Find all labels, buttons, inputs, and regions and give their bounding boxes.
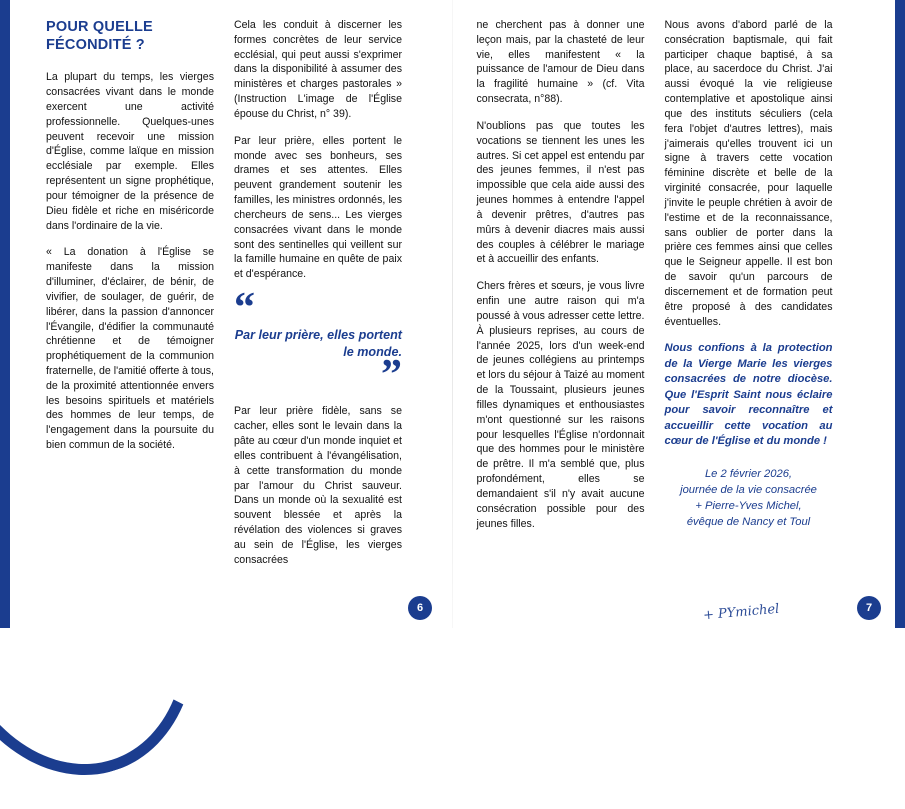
pull-quote-text: Par leur prière, elles portent le monde. bbox=[234, 327, 402, 361]
signature-line: + Pierre-Yves Michel, bbox=[665, 498, 833, 514]
book-spine-fold bbox=[452, 0, 453, 628]
paragraph: Par leur prière, elles portent le monde avec ses bonheurs, ses drames et ses attentes. Elles peuvent grandement soutenir les familles, les ministres ordonnés, les chercheurs de sens... Les vierges consacrées vivant dans le monde sont des sentinelles qui veillent sur la famille humaine en quête de paix et d'espérance. bbox=[234, 134, 402, 282]
paragraph: Nous avons d'abord parlé de la consécration baptismale, qui fait participer chaque baptisé, à sa place, au sacerdoce du Christ. J'ai aussi évoqué la vie religieuse contemplative et apostolique ainsi que des instituts séculiers (cela fera l'objet d'autres lettres), mais j'aimerais qu'elles trouvent ici un signe à travers cette vocation féminine discrète et belle de la virginité consacrée, pour laquelle j'invite le peuple chrétien à avoir de l'estime et de la reconnaissance, sans oublier de porter dans la prière ces femmes ainsi que celles que le Seigneur appelle. Il est bon de savoir qu'un parcours de discernement et de formation peut être proposé à des candidates éventuelles. bbox=[665, 18, 833, 329]
signature-line: Le 2 février 2026, bbox=[665, 466, 833, 482]
handwritten-signature: + PYmichel bbox=[702, 602, 779, 624]
left-column-2 bbox=[234, 18, 402, 580]
paragraph: Par leur prière fidèle, sans se cacher, elles sont le levain dans la pâte au cœur d'un monde inquiet et elles contribuent à l'évangélisation, à cette transformation du monde par l'amour du Christ sauveur. Dans un monde où la sexualité est souvent blessée et après la révélation des violences si graves au sein de l'Église, les vierges consacrées bbox=[234, 404, 402, 567]
paragraph: « La donation à l'Église se manifeste dans la mission d'illuminer, d'éclairer, de bénir, de vivifier, de soulager, de guérir, de libérer, dans la passion d'annoncer l'Évangile, d'édifier la communauté chrétienne et de témoigner prophétiquement de la communion fraternelle, de l'amitié offerte à tous, de la proximité attentionnée envers les besoins spirituels et matériels des hommes de leur temps, de l'engagement dans la poursuite du bien commun de la société. bbox=[46, 245, 214, 453]
right-column-1 bbox=[477, 18, 645, 543]
paragraph: La plupart du temps, les vierges consacrées vivant dans le monde exercent une activité professionnelle. Quelques-unes peuvent recevoir une mission d'Église, comme laïque en mission ecclésiale par exemple. Elles représentent un signe prophétique, pour témoigner de la présence de Dieu fidèle et riche en miséricorde dans l'ordinaire de la vie. bbox=[46, 70, 214, 233]
left-page-columns bbox=[46, 18, 402, 580]
section-title: POUR QUELLE FÉCONDITÉ ? bbox=[46, 18, 214, 54]
paragraph: ne cherchent pas à donner une leçon mais, par la chasteté de leur vie, elles manifestent « la puissance de l'amour de Dieu dans la fragilité humaine » (cf. Vita consecrata, n°88). bbox=[477, 18, 645, 107]
paragraph: Chers frères et sœurs, je vous livre enfin une autre raison qui m'a poussé à vous adresser cette lettre. À plusieurs reprises, au cours de l'année 2025, lors d'un week-end de jeunes collégiens au printemps et lors du séjour à Taizé au moment de la Toussaint, plusieurs jeunes filles dynamiques et enthousiastes m'ont questionné sur les raisons pour lesquelles l'Église n'ordonnait que des hommes pour le ministère de prêtre. Il m'a semblé que, plus profondément, elles se demandaient s'il n'y avait aucune consécration possible pour des jeunes filles. bbox=[477, 279, 645, 531]
pull-quote bbox=[234, 296, 402, 388]
page-number-left: 6 bbox=[408, 596, 432, 620]
right-column-2 bbox=[665, 18, 833, 543]
paragraph: Cela les conduit à discerner les formes concrètes de leur service ecclésial, qui peut aussi s'exprimer dans la disponibilité à assumer des ministères et charges pastorales » (Instruction L'image de l'Église épouse du Christ, n° 39). bbox=[234, 18, 402, 122]
paragraph: N'oublions pas que toutes les vocations se tiennent les unes les autres. Si cet appel est entendu par des jeunes femmes, il n'est pas impossible que cela aide aussi des jeunes hommes à entendre l'appel à devenir prêtres, d'autres pas mûrs à devenir diacres mais aussi des couples à célébrer le mariage et à accueillir des enfants. bbox=[477, 119, 645, 267]
left-column-1 bbox=[46, 18, 214, 580]
signature-block bbox=[665, 466, 833, 531]
right-edge-bar-decoration bbox=[895, 0, 905, 628]
closing-call-text: Nous confions à la protection de la Vierge Marie les vierges consacrées de notre diocèse. Que l'Esprit Saint nous éclaire pour savoir reconnaître et accueillir cette vocation au cœur de l'Église et du monde ! bbox=[665, 341, 833, 449]
quote-close-icon: ” bbox=[234, 363, 402, 388]
signature-line: évêque de Nancy et Toul bbox=[665, 514, 833, 530]
page-number-right: 7 bbox=[857, 596, 881, 620]
right-page bbox=[453, 0, 905, 628]
quote-open-icon: “ bbox=[234, 296, 402, 321]
signature-line: journée de la vie consacrée bbox=[665, 482, 833, 498]
right-page-columns bbox=[477, 18, 833, 543]
left-page bbox=[0, 0, 453, 628]
